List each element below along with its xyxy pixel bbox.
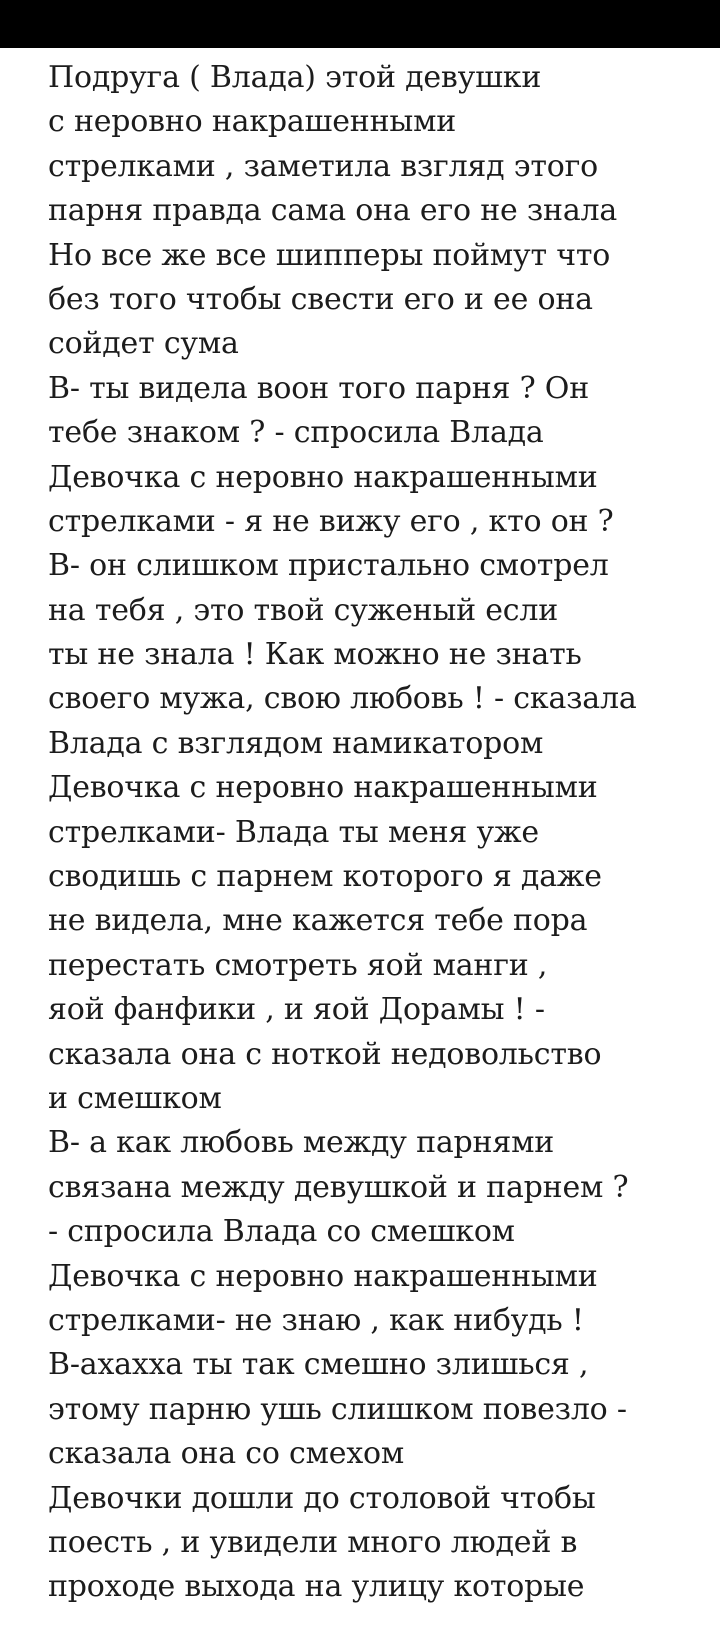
text-line: сойдет сума: [48, 326, 239, 362]
text-line: Подруга ( Влада) этой девушки: [48, 60, 542, 95]
text-line: своего мужа, свою любовь ! - сказала: [48, 681, 637, 717]
status-bar: [0, 0, 720, 48]
text-line: парня правда сама она его не знала: [48, 193, 618, 229]
text-line: этому парню ушь слишком повезло -: [48, 1391, 627, 1427]
story-text: [48, 56, 708, 1610]
text-line: сказала она со смехом: [48, 1436, 405, 1472]
text-line: стрелками , заметила взгляд этого: [48, 148, 598, 184]
text-line: связана между девушкой и парнем ?: [48, 1169, 629, 1205]
text-line: В- он слишком пристально смотрел: [48, 548, 609, 584]
text-line: с неровно накрашенными: [48, 104, 456, 140]
text-line: и смешком: [48, 1080, 222, 1116]
text-line: проходе выхода на улицу которые: [48, 1569, 585, 1605]
text-line: без того чтобы свести его и ее она: [48, 281, 593, 317]
text-line: Но все же все шипперы поймут что: [48, 237, 611, 273]
text-line: сказала она с ноткой недовольство: [48, 1036, 602, 1072]
text-line: В- ты видела воон того парня ? Он: [48, 370, 589, 406]
text-line: яой фанфики , и яой Дорамы ! -: [48, 992, 545, 1028]
text-line: поесть , и увидели много людей в: [48, 1524, 578, 1560]
text-line: стрелками- Влада ты меня уже: [48, 814, 539, 850]
text-line: не видела, мне кажется тебе пора: [48, 903, 588, 939]
text-line: ты не знала ! Как можно не знать: [48, 637, 582, 673]
text-line: Девочка с неровно накрашенными: [48, 770, 598, 806]
text-line: перестать смотреть яой манги ,: [48, 947, 548, 983]
text-line: Девочки дошли до столовой чтобы: [48, 1480, 596, 1516]
text-reader[interactable]: [0, 48, 720, 1626]
text-line: Влада с взглядом намикатором: [48, 725, 544, 761]
text-line: В- а как любовь между парнями: [48, 1125, 555, 1161]
text-line: Девочка с неровно накрашенными: [48, 1258, 598, 1294]
text-line: В-ахахха ты так смешно злишься ,: [48, 1347, 589, 1383]
text-line: на тебя , это твой суженый если: [48, 592, 559, 628]
text-line: стрелками - я не вижу его , кто он ?: [48, 503, 614, 539]
text-line: сводишь с парнем которого я даже: [48, 859, 602, 895]
text-line: стрелками- не знаю , как нибудь !: [48, 1302, 584, 1338]
text-line: - спросила Влада со смешком: [48, 1214, 515, 1250]
text-line: Девочка с неровно накрашенными: [48, 459, 598, 495]
text-line: тебе знаком ? - спросила Влада: [48, 415, 544, 451]
